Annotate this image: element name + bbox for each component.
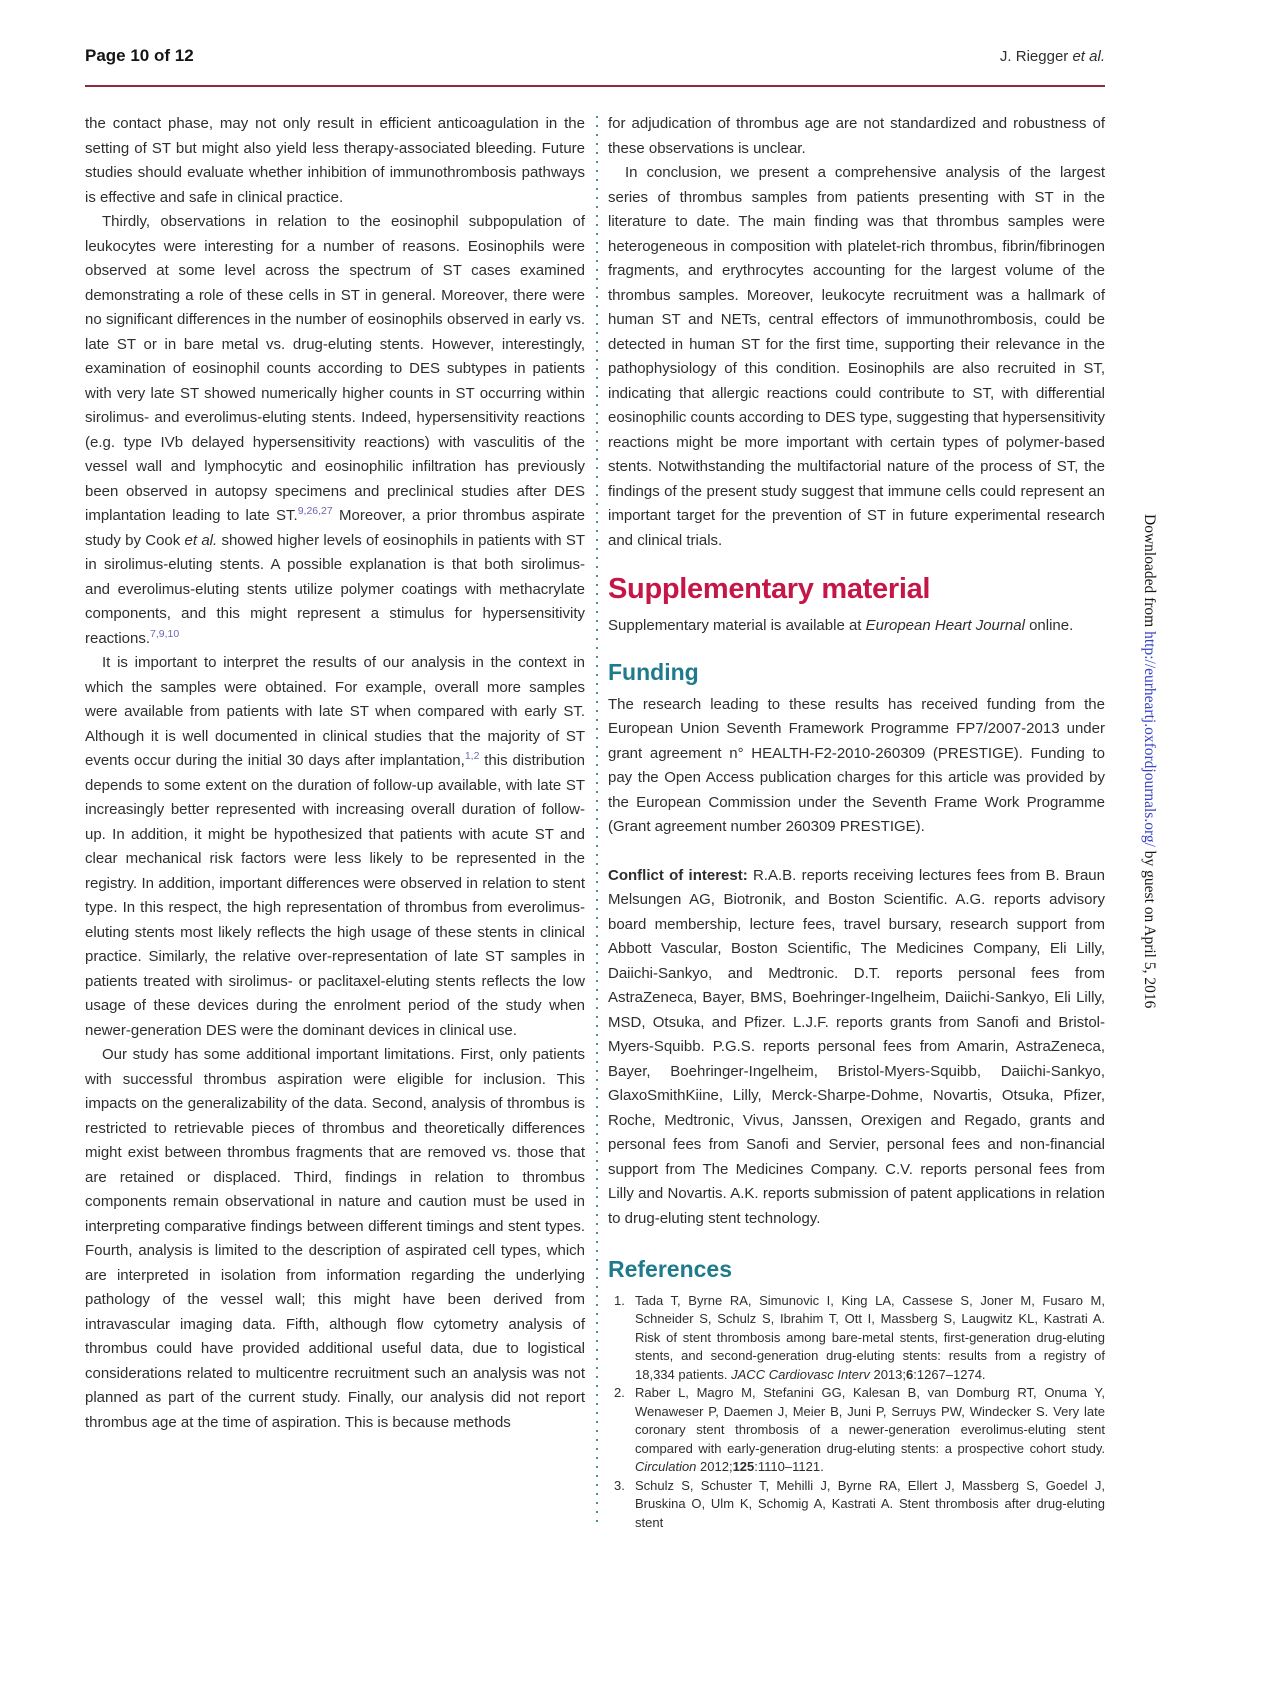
conflict-of-interest-paragraph (608, 864, 1105, 1232)
text-segment: Raber L, Magro M, Stefanini GG, Kalesan B, van Domburg RT, Onuma Y, Wenaweser P, Daemen J, Meier B, Juni P, Serruys PW, Windecker S. Very late coronary stent thrombosis of a newer-generation everolimus-eluting stent compared with early-generation drug-eluting stents: a prospective cohort study. (635, 1385, 1105, 1456)
running-head-authors (1000, 48, 1105, 65)
text-segment: online. (1024, 616, 1074, 634)
sidebar-url-link[interactable]: http://eurheartj.oxfordjournals.org/ (1141, 631, 1158, 847)
section-heading-supplementary-material: Supplementary material (608, 573, 931, 605)
supplementary-material-text (608, 614, 1105, 639)
reference-number: 1. (614, 1292, 625, 1308)
text-segment: et al. (184, 531, 218, 549)
reference-item (608, 1477, 1105, 1533)
paragraph (85, 1043, 585, 1435)
page-number-label: Page 10 of 12 (85, 46, 194, 65)
reference-item (608, 1384, 1105, 1477)
reference-number: 3. (614, 1477, 625, 1493)
download-attribution-sidebar (1140, 514, 1158, 1008)
text-segment: The research leading to these results has received funding from the European Union Seventh Framework Programme FP7/2007-2013 under grant agreement n° HEALTH-F2-2010-260309 (PRESTIGE). Funding to pay the Open Access publication charges for this article was provided by the European Commission under the Seventh Frame Work Programme (Grant agreement number 260309 PRESTIGE). (608, 695, 1105, 835)
paragraph (85, 210, 585, 651)
text-segment: In conclusion, we present a comprehensive analysis of the largest series of thrombus samples from patients presenting with ST in the literature to date. The main finding was that thrombus samples were heterogeneous in composition with platelet-rich thrombus, fibrin/fibrinogen fragments, and erythrocytes accounting for the largest volume of the thrombus samples. Moreover, leukocyte recruitment was a hallmark of human ST and NETs, central effectors of immunothrombosis, could be detected in human ST for the first time, supporting their relevance in the pathophysiology of this condition. Eosinophils are also recruited in ST, indicating that allergic reactions could contribute to ST, with differential eosinophilic counts according to DES type, suggesting that hypersensitivity reactions might be more important with certain types of polymer-based stents. Notwithstanding the multifactorial nature of the process of ST, the findings of the present study suggest that immune cells could represent an important target for the prevention of ST in future experimental research and clinical trials. (608, 164, 1105, 549)
section-heading-funding: Funding (608, 659, 699, 685)
paragraph (608, 112, 1105, 161)
text-segment: 6 (906, 1366, 914, 1382)
column-divider (596, 116, 598, 1524)
reference-number: 2. (614, 1385, 625, 1400)
text-segment: the contact phase, may not only result in efficient anticoagulation in the setting of ST but might also yield less therapy-associated bleeding. Future studies should evaluate whether inhibition of immunothrombosis pathways is effective and safe in clinical practice. (85, 115, 585, 206)
text-segment: Circulation (635, 1459, 697, 1474)
text-segment: this distribution depends to some extent on the duration of follow-up available, with late ST increasingly better represented with increasing overall duration of follow-up. In addition, it might be hypothesized that patients with acute ST and clear mechanical risk factors were less likely to be represented in the registry. In addition, important differences were observed in relation to stent type. In this respect, the high representation of thrombus from everolimus-eluting stents most likely reflects the high usage of these stents in clinical practice. Similarly, the relative over-representation of late ST samples in patients treated with sirolimus- or paclitaxel-eluting stents reflects the low usage of these devices during the enrolment period of the study when newer-generation DES were the dominant devices in clinical use. (85, 752, 585, 1039)
text-segment: Conflict of interest: (608, 866, 748, 884)
text-segment: Supplementary material is available at (608, 616, 866, 634)
header-rule (85, 85, 1105, 87)
text-segment: et al. (1072, 48, 1105, 65)
text-segment: Tada T, Byrne RA, Simunovic I, King LA, Cassese S, Joner M, Fusaro M, Schneider S, Schulz S, Ibrahim T, Ott I, Massberg S, Laugwitz KL, Kastrati A. Risk of stent thrombosis among bare-metal stents, first-generation drug-eluting stents, and second-generation drug-eluting stents: results from a registry of 18,334 patients. (635, 1292, 1105, 1382)
right-column (608, 112, 1105, 1532)
text-segment: It is important to interpret the results of our analysis in the context in which the samples were obtained. For example, overall more samples were available from patients with late ST when compared with early ST. Although it is well documented in clinical studies that the majority of ST events occur during the initial 30 days after implantation, (85, 654, 585, 769)
text-segment: Schulz S, Schuster T, Mehilli J, Byrne RA, Ellert J, Massberg S, Goedel J, Bruskina O, Ulm K, Schomig A, Kastrati A. Stent thrombosis after drug-eluting stent (635, 1477, 1105, 1530)
text-segment: J. Riegger (999, 48, 1073, 65)
reference-text (635, 1385, 1105, 1474)
reference-list (608, 1292, 1105, 1533)
section-heading-references: References (608, 1256, 733, 1282)
text-segment: Moreover, a prior thrombus aspirate study by Cook (85, 507, 585, 549)
text-segment: showed higher levels of eosinophils in patients with ST in sirolimus-eluting stents. A possible explanation is that both sirolimus- and everolimus-eluting stents utilize polymer coatings with methacrylate components, and this might represent a stimulus for hypersensitivity reactions. (85, 531, 585, 647)
text-segment: R.A.B. reports receiving lectures fees from B. Braun Melsungen AG, Biotronik, and Boston Scientific. A.G. reports advisory board membership, lecture fees, travel bursary, research support from Abbott Vascular, Boston Scientific, The Medicines Company, Eli Lilly, Daiichi-Sankyo, and Medtronic. D.T. reports personal fees from AstraZeneca, Bayer, BMS, Boehringer-Ingelheim, Daiichi-Sankyo, Eli Lilly, MSD, Otsuka, and Pfizer. L.J.F. reports grants from Sanofi and Bristol-Myers-Squibb. P.G.S. reports personal fees from Amarin, AstraZeneca, Bayer, Boehringer-Ingelheim, Bristol-Myers-Squibb, Daiichi-Sankyo, GlaxoSmithKiine, Lilly, Merck-Sharpe-Dohme, Novartis, Otsuka, Pfizer, Roche, Medtronic, Vivus, Janssen, Orexigen and Regado, grants and personal fees from Sanofi and Servier, personal fees and non-financial support from The Medicines Company. C.V. reports personal fees from Lilly and Novartis. A.K. reports submission of patent applications in relation to drug-eluting stent technology. (608, 866, 1105, 1227)
paragraph (85, 651, 585, 1043)
text-segment: JACC Cardiovasc Interv (731, 1366, 870, 1382)
reference-item (608, 1292, 1105, 1385)
text-segment: :1267–1274. (913, 1366, 986, 1382)
text-segment: 125 (732, 1459, 755, 1474)
text-segment: :1110–1121. (754, 1459, 824, 1474)
text-segment: 2012; (696, 1459, 733, 1474)
reference-text (635, 1293, 1105, 1382)
text-segment: Downloaded from (1141, 514, 1158, 632)
funding-text (608, 693, 1105, 840)
paragraph (85, 112, 585, 210)
text-segment: 2013; (869, 1366, 907, 1382)
left-column (85, 112, 585, 1435)
text-segment: by guest on April 5, 2016 (1141, 846, 1158, 1009)
paragraph (608, 161, 1105, 553)
citation-link[interactable]: 1,2 (464, 750, 480, 762)
citation-link[interactable]: 7,9,10 (150, 627, 180, 640)
text-segment: for adjudication of thrombus age are not standardized and robustness of these observations is unclear. (608, 115, 1105, 157)
reference-text (635, 1478, 1105, 1530)
text-segment: European Heart Journal (865, 616, 1025, 634)
text-segment: Thirdly, observations in relation to the eosinophil subpopulation of leukocytes were interesting for a number of reasons. Eosinophils were observed at some level across the spectrum of ST cases examined demonstrating a role of these cells in ST in general. Moreover, there were no significant differences in the number of eosinophils observed in early vs. late ST or in bare metal vs. drug-eluting stents. However, interestingly, examination of eosinophil counts according to DES subtypes in patients with very late ST showed numerically higher counts in ST occurring within sirolimus- and everolimus-eluting stents. Indeed, hypersensitivity reactions (e.g. type IVb delayed hypersensitivity reactions) with vasculitis of the vessel wall and lymphocytic and eosinophilic infiltration has previously been observed in autopsy specimens and preclinical studies after DES implantation leading to late ST. (85, 213, 585, 524)
page-header (85, 46, 1105, 66)
citation-link[interactable]: 9,26,27 (297, 505, 333, 517)
text-segment: Our study has some additional important limitations. First, only patients with successful thrombus aspiration were eligible for inclusion. This impacts on the generalizability of the data. Second, analysis of thrombus is restricted to retrievable pieces of thrombus and theoretically differences might exist between thrombus fragments that are removed vs. those that are retained or displaced. Third, findings in relation to thrombus components remain observational in nature and caution must be used in interpreting comparative findings between different timings and stent types. Fourth, analysis is limited to the description of aspirated cell types, which are interpreted in isolation from information regarding the underlying pathology of the vessel wall; this might have been derived from intravascular imaging data. Fifth, although flow cytometry analysis of thrombus could have provided additional useful data, due to logistical considerations related to multicentre recruitment such an analysis was not planned as part of the current study. Finally, our analysis did not report thrombus age at the time of aspiration. This is because methods (85, 1046, 585, 1431)
